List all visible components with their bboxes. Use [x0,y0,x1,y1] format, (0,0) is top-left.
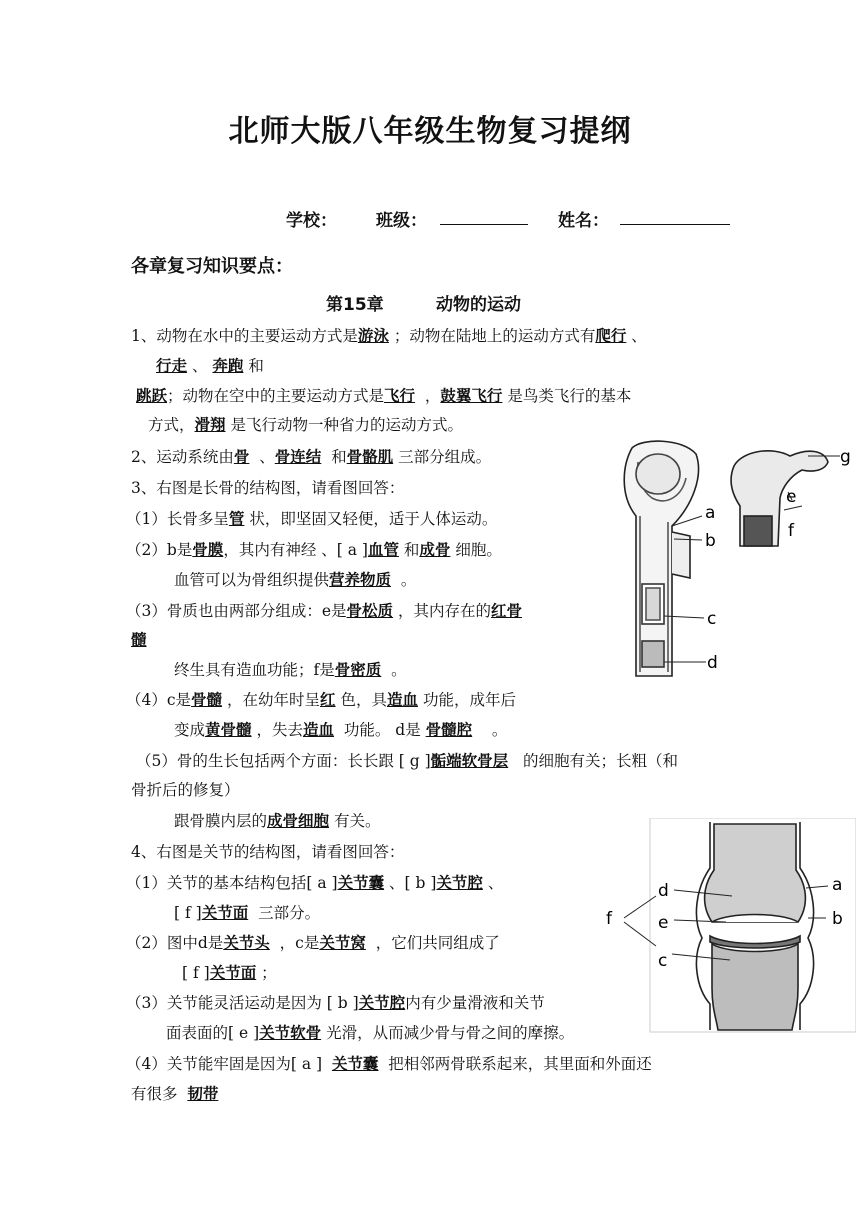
name-label: 姓名： [558,211,609,231]
page-title: 北师大版八年级生物复习提纲 [228,114,632,149]
q3-p5-wrap: 骨折后的修复） [131,781,240,799]
bone-label-f: f [788,521,794,541]
joint-label-f: f [606,909,612,929]
q4-p3-cont: 面表面的[ e ]关节软骨 光滑，从而减少骨与骨之间的摩擦。 [166,1024,575,1042]
joint-label-d: d [658,881,669,901]
q4-intro: 4、右图是关节的结构图，请看图回答： [131,843,405,861]
q1-line4: 方式，滑翔 是飞行动物一种省力的运动方式。 [148,416,463,434]
q3-p1: （1）长骨多呈管 状，即坚固又轻便，适于人体运动。 [126,510,498,528]
name-field[interactable] [620,208,730,229]
q3-p4-cont: 变成黄骨髓 ，失去造血 功能。 d是 骨髓腔 。 [174,721,508,739]
bone-label-c: c [707,609,717,629]
q1-line3: 跳跃；动物在空中的主要运动方式是飞行 ，鼓翼飞行 是鸟类飞行的基本 [136,387,632,405]
class-label: 班级： [376,211,427,231]
q3-p3-cont: 终生具有造血功能；f是骨密质 。 [174,661,407,679]
q4-p2: （2）图中d是关节头 ，c是关节窝 ，它们共同组成了 [126,934,500,952]
q3-intro: 3、右图是长骨的结构图，请看图回答： [131,479,405,497]
bone-label-d: d [707,653,718,673]
q4-p1: （1）关节的基本结构包括[ a ]关节囊 、[ b ]关节腔 、 [126,874,504,892]
joint-label-a: a [832,875,843,895]
joint-label-b: b [832,909,843,929]
q3-p3: （3）骨质也由两部分组成：e是骨松质 ，其内存在的红骨 [126,602,523,620]
q4-p1-cont: [ f ]关节面 三部分。 [174,904,321,922]
long-bone-diagram [612,436,858,686]
section-heading: 各章复习知识要点： [131,256,293,277]
class-field[interactable] [440,208,528,229]
q1-line2: 行走 、 奔跑 和 [156,357,264,375]
chapter-number: 第15章 [326,295,384,315]
q3-p5: （5）骨的生长包括两个方面：长长跟 [ g ]骺端软骨层 的细胞有关；长粗（和 [136,752,678,770]
bone-label-a: a [705,503,716,523]
q4-p4: （4）关节能牢固是因为[ a ] 关节囊 把相邻两骨联系起来，其里面和外面还 [126,1055,652,1073]
bone-label-e: e [786,487,797,507]
q2-line: 2、运动系统由骨 、骨连结 和骨骼肌 三部分组成。 [131,448,492,466]
joint-label-c: c [658,951,668,971]
q3-p2-cont: 血管可以为骨组织提供营养物质 。 [174,571,417,589]
q3-p5-cont: 跟骨膜内层的成骨细胞 有关。 [174,812,381,830]
bone-label-b: b [705,531,716,551]
bone-label-g: g [840,447,851,467]
q3-p2: （2）b是骨膜，其内有神经 、[ a ]血管 和成骨 细胞。 [126,541,502,559]
joint-label-e: e [658,913,669,933]
joint-diagram [600,818,856,1034]
q4-p4-cont: 有很多 韧带 [131,1085,219,1103]
school-label: 学校： [286,211,337,231]
q4-p2-cont: [ f ]关节面 ； [182,964,277,982]
q3-p3-wrap: 髓 [131,631,147,649]
q3-p4: （4）c是骨髓 ，在幼年时呈红 色，具造血 功能，成年后 [126,691,516,709]
q1-line1: 1、动物在水中的主要运动方式是游泳 ；动物在陆地上的运动方式有爬行 、 [131,327,647,345]
chapter-title: 动物的运动 [436,295,521,315]
q4-p3: （3）关节能灵活运动是因为 [ b ]关节腔内有少量滑液和关节 [126,994,545,1012]
